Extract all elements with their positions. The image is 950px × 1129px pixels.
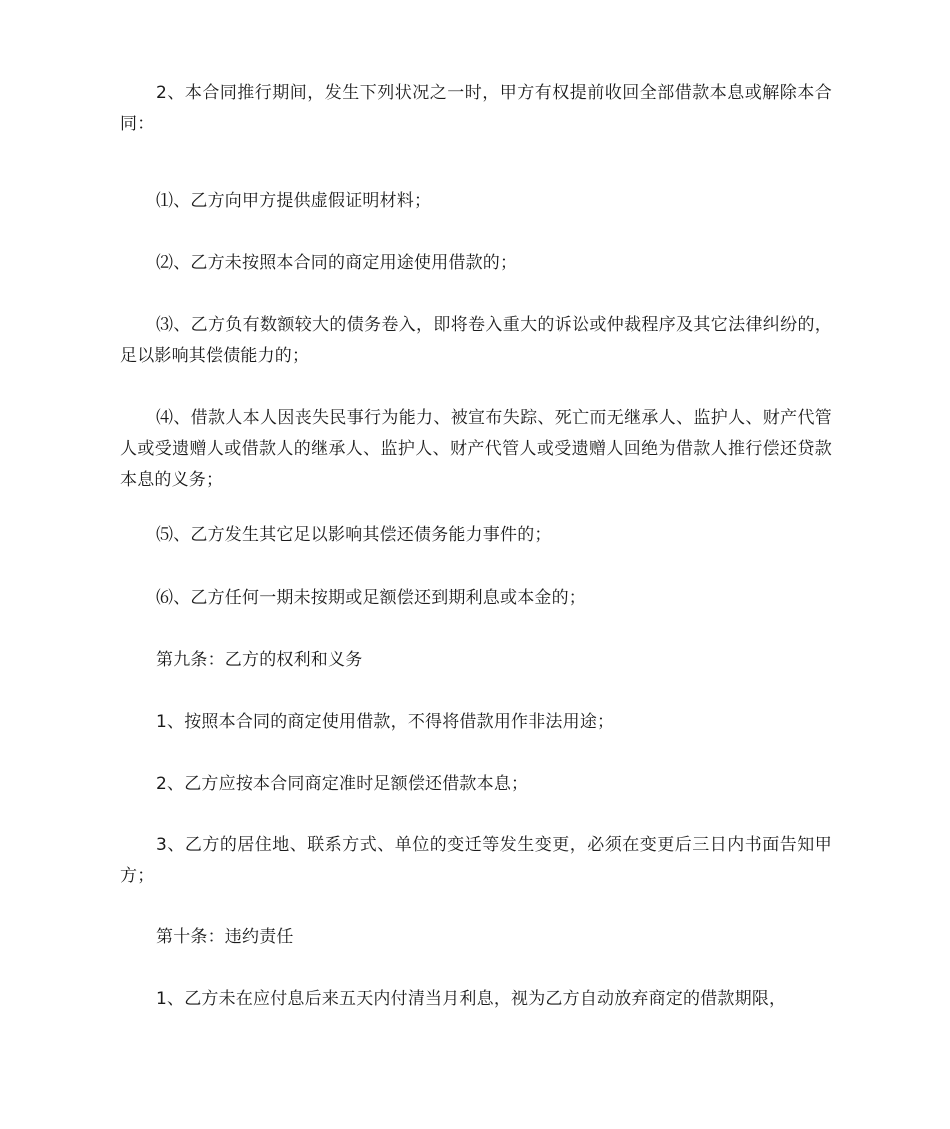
paragraph-item-6: ⑹、乙方任何一期未按期或足额偿还到期利息或本金的；	[156, 588, 586, 608]
paragraph-item-4: ⑷、借款人本人因丧失民事行为能力、被宣布失踪、死亡而无继承人、监护人、财产代管人或受遗赠人或借款人的继承人、监护人、财产代管人或受遗赠人回绝为借款人推行偿还贷款本息的义务；	[120, 408, 832, 490]
article-10-heading: 第十条：违约责任	[156, 927, 294, 947]
paragraph-early-recovery-clause: 2、本合同推行期间，发生下列状况之一时，甲方有权提前收回全部借款本息或解除本合同：	[120, 83, 832, 134]
paragraph-breach-1: 1、乙方未在应付息后来五天内付清当月利息，视为乙方自动放弃商定的借款期限，	[156, 989, 787, 1009]
paragraph-rights-3: 3、乙方的居住地、联系方式、单位的变迁等发生变更，必须在变更后三日内书面告知甲方；	[120, 835, 832, 886]
paragraph-item-2: ⑵、乙方未按照本合同的商定用途使用借款的；	[156, 253, 518, 273]
paragraph-item-5: ⑸、乙方发生其它足以影响其偿还债务能力事件的；	[156, 525, 552, 545]
paragraph-item-1: ⑴、乙方向甲方提供虚假证明材料；	[156, 191, 432, 211]
paragraph-rights-2: 2、乙方应按本合同商定准时足额偿还借款本息；	[156, 774, 529, 794]
paragraph-rights-1: 1、按照本合同的商定使用借款，不得将借款用作非法用途；	[156, 712, 615, 732]
article-9-heading: 第九条：乙方的权利和义务	[156, 650, 363, 670]
paragraph-item-3: ⑶、乙方负有数额较大的债务卷入，即将卷入重大的诉讼或仲裁程序及其它法律纠纷的，足以影响其偿债能力的；	[120, 315, 832, 366]
